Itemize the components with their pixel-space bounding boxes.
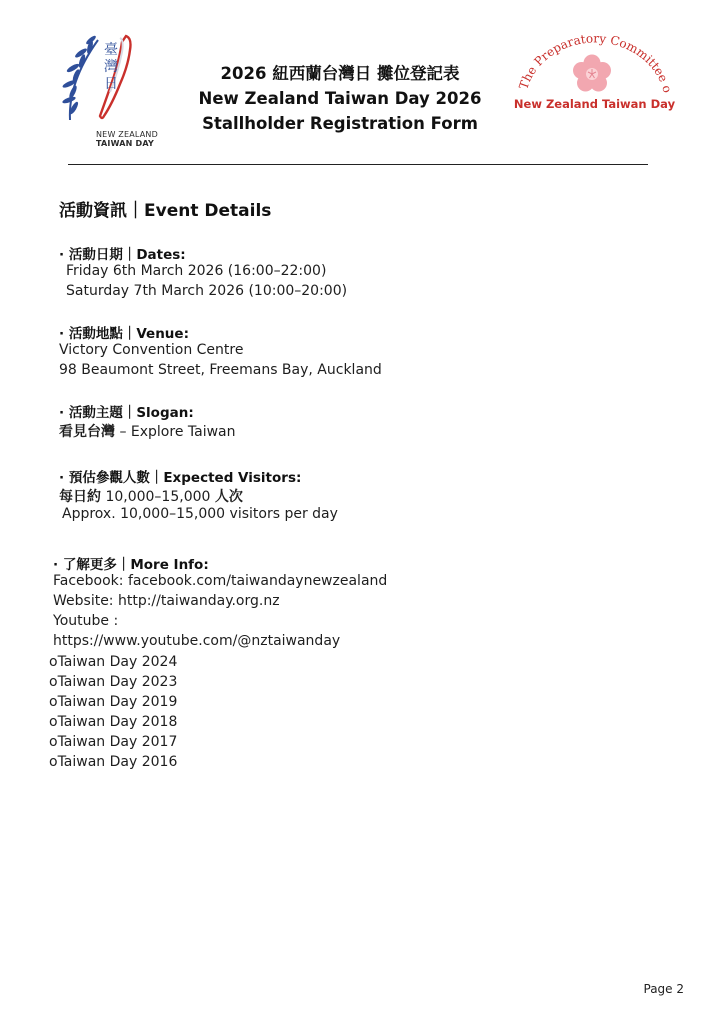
slogan-chinese: 看見台灣: [59, 424, 115, 440]
video-link-2023[interactable]: oTaiwan Day 2023: [49, 674, 178, 690]
section-title: 活動資訊｜Event Details: [59, 201, 272, 221]
title-english-2: Stallholder Registration Form: [202, 114, 478, 133]
taiwan-day-logo: [60, 32, 160, 150]
committee-seal-icon: [512, 32, 677, 102]
header-divider: [68, 164, 648, 165]
video-link-2018[interactable]: oTaiwan Day 2018: [49, 714, 178, 730]
slogan-label: · 活動主題｜Slogan:: [59, 405, 194, 421]
visitors-label: · 預估參觀人數｜Expected Visitors:: [59, 470, 302, 486]
venue-line-1: Victory Convention Centre: [59, 342, 244, 358]
visitors-zh-numbers: 10,000–15,000: [101, 489, 215, 505]
facebook-link[interactable]: Facebook: facebook.com/taiwandaynewzealand: [53, 573, 388, 589]
committee-logo: [512, 32, 677, 122]
venue-label: · 活動地點｜Venue:: [59, 326, 189, 342]
more-info-label: · 了解更多｜More Info:: [53, 557, 209, 573]
youtube-label: Youtube :: [53, 613, 119, 629]
visitors-zh-suffix: 人次: [214, 489, 243, 505]
website-link[interactable]: Website: http://taiwanday.org.nz: [53, 593, 280, 609]
logo-caption: [96, 130, 158, 148]
dates-line-1: Friday 6th March 2026 (16:00–22:00): [66, 263, 327, 279]
logo-caption-line1: NEW ZEALAND: [96, 130, 158, 139]
committee-arc-text: The Preparatory Committee o: [516, 32, 675, 95]
dates-line-2: Saturday 7th March 2026 (10:00–20:00): [66, 283, 348, 299]
visitors-chinese-line: [59, 486, 243, 506]
venue-line-2: 98 Beaumont Street, Freemans Bay, Auckland: [59, 362, 382, 378]
video-link-2016[interactable]: oTaiwan Day 2016: [49, 754, 178, 770]
title-english-1: New Zealand Taiwan Day 2026: [198, 89, 482, 108]
slogan-english: – Explore Taiwan: [115, 424, 236, 440]
page-number: Page 2: [643, 982, 684, 996]
title-chinese: 2026 紐西蘭台灣日 攤位登記表: [220, 64, 460, 83]
visitors-zh-prefix: 每日約: [59, 489, 101, 505]
page-title: [190, 61, 490, 136]
dates-label: · 活動日期｜Dates:: [59, 247, 186, 263]
youtube-link[interactable]: https://www.youtube.com/@nztaiwanday: [53, 633, 341, 649]
logo-caption-line2: TAIWAN DAY: [96, 139, 154, 148]
logo-chinese-text: 臺灣日: [104, 42, 118, 92]
committee-org-name: New Zealand Taiwan Day: [513, 97, 676, 111]
visitors-english-line: Approx. 10,000–15,000 visitors per day: [62, 506, 338, 522]
video-link-2024[interactable]: oTaiwan Day 2024: [49, 654, 178, 670]
slogan-line: [59, 421, 236, 441]
video-link-2017[interactable]: oTaiwan Day 2017: [49, 734, 178, 750]
video-link-2019[interactable]: oTaiwan Day 2019: [49, 694, 178, 710]
plum-blossom-icon: [573, 55, 611, 92]
